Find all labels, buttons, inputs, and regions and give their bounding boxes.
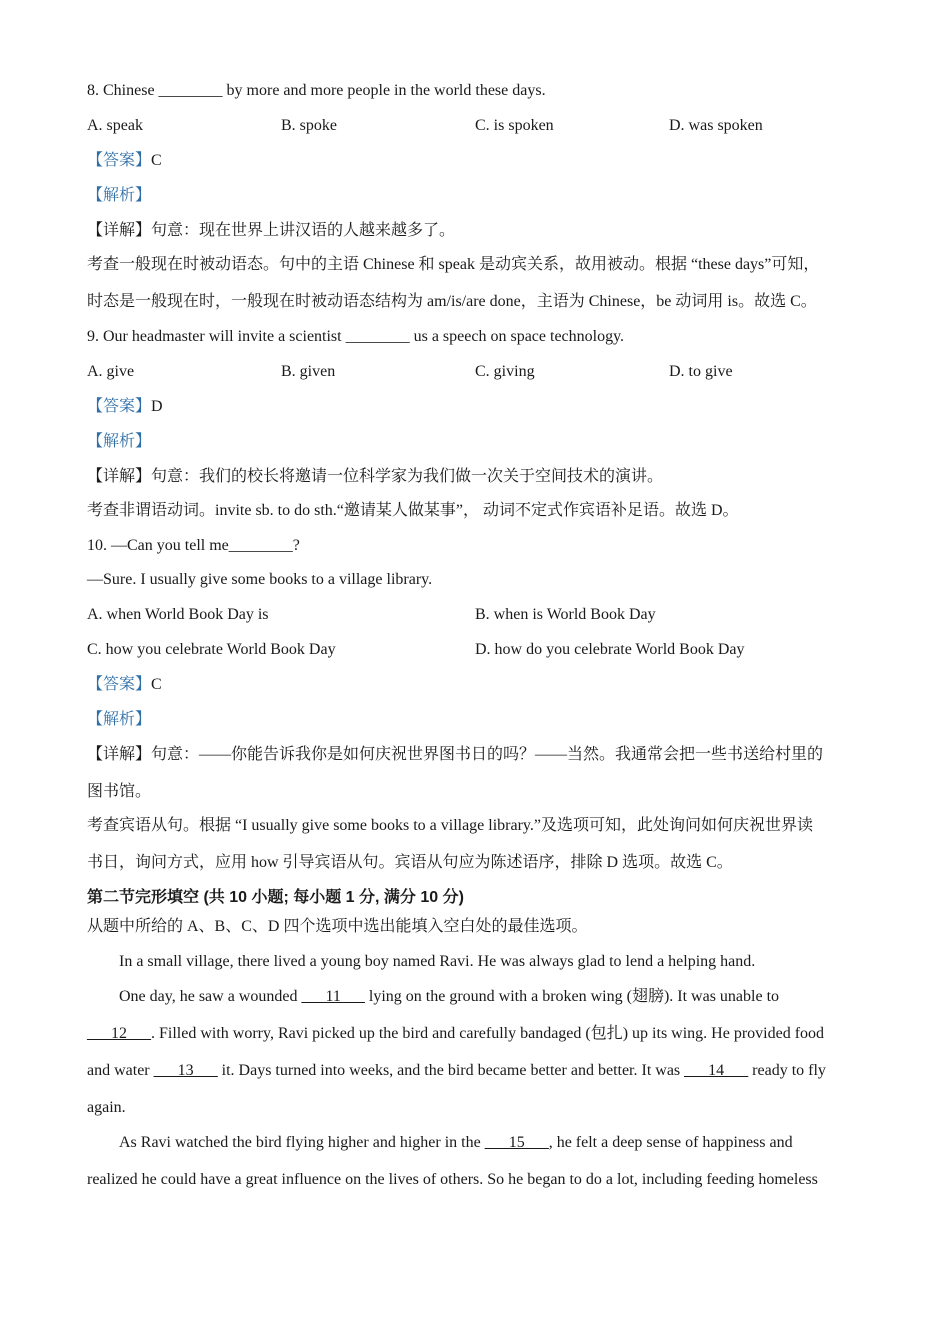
detail-tag: 【详解】 — [87, 468, 152, 485]
q8-detail — [87, 221, 455, 241]
q10-option-c: C. how you celebrate World Book Day — [87, 641, 336, 658]
q9-explain-line-1: 考查非谓语动词。invite sb. to do sth.“邀请某人做某事”， 动词不定式作宾语补足语。故选 D。 — [87, 502, 739, 519]
answer-tag: 【答案】 — [87, 152, 152, 169]
q10-analysis-tag: 【解析】 — [87, 711, 152, 728]
passage-line-3 — [87, 1024, 824, 1044]
detail-tag: 【详解】 — [87, 746, 152, 763]
detail-tag: 【详解】 — [87, 222, 152, 239]
detail-text: 句意：现在世界上讲汉语的人越来越多了。 — [151, 222, 456, 239]
q9-option-a: A. give — [87, 363, 135, 380]
q10-explain-line-2: 书日，询问方式，应用 how 引导宾语从句。宾语从句应为陈述语序，排除 D 选项。故选 C。 — [87, 854, 733, 871]
section-instruction: 从题中所给的 A、B、C、D 四个选项中选出能填入空白处的最佳选项。 — [87, 918, 588, 935]
passage-text: One day, he saw a wounded — [119, 988, 302, 1005]
passage-line-2 — [119, 987, 779, 1007]
q8-option-c: C. is spoken — [475, 117, 554, 134]
q10-detail-line-1 — [87, 745, 823, 765]
q10-stem: 10. —Can you tell me________? — [87, 537, 300, 554]
q8-explain-line-2: 时态是一般现在时，一般现在时被动语态结构为 am/is/are done，主语为 Chinese，be 动词用 is。故选 C。 — [87, 293, 817, 310]
answer-value: C — [151, 152, 162, 169]
q9-option-c: C. giving — [475, 363, 535, 380]
blank-12: ___12___ — [87, 1025, 151, 1042]
q8-option-a: A. speak — [87, 117, 143, 134]
q8-stem: 8. Chinese ________ by more and more people in the world these days. — [87, 82, 546, 99]
detail-text: 句意：我们的校长将邀请一位科学家为我们做一次关于空间技术的演讲。 — [151, 468, 664, 485]
answer-tag: 【答案】 — [87, 398, 152, 415]
passage-line-1: In a small village, there lived a young boy named Ravi. He was always glad to lend a helping hand. — [119, 953, 756, 970]
q9-stem: 9. Our headmaster will invite a scientist ________ us a speech on space technology. — [87, 328, 625, 345]
q9-option-b: B. given — [281, 363, 336, 380]
q10-explain-line-1: 考查宾语从句。根据 “I usually give some books to a village library.”及选项可知，此处询问如何庆祝世界读 — [87, 817, 813, 834]
passage-text: . Filled with worry, Ravi picked up the bird and carefully bandaged (包扎) up its wing. He provided food — [151, 1025, 825, 1042]
q9-detail — [87, 467, 663, 487]
answer-value: D — [151, 398, 163, 415]
passage-text: , he felt a deep sense of happiness and — [548, 1134, 793, 1151]
passage-line-4 — [87, 1061, 826, 1081]
answer-value: C — [151, 676, 162, 693]
blank-14: ___14___ — [684, 1062, 749, 1079]
q8-explain-line-1: 考查一般现在时被动语态。句中的主语 Chinese 和 speak 是动宾关系，故用被动。根据 “these days”可知， — [87, 256, 820, 273]
q8-answer — [87, 151, 162, 171]
q9-analysis-tag: 【解析】 — [87, 433, 152, 450]
q10-answer — [87, 675, 162, 695]
q10-option-a: A. when World Book Day is — [87, 606, 269, 623]
blank-11: ___11___ — [301, 988, 365, 1005]
q10-detail-line-2: 图书馆。 — [87, 783, 152, 800]
q8-option-b: B. spoke — [281, 117, 337, 134]
detail-text: 句意：——你能告诉我你是如何庆祝世界图书日的吗？——当然。我通常会把一些书送给村里的 — [151, 746, 824, 763]
passage-text: ready to fly — [748, 1062, 826, 1079]
q8-option-d: D. was spoken — [669, 117, 763, 134]
q9-answer — [87, 397, 163, 417]
q10-reply: —Sure. I usually give some books to a village library. — [87, 571, 433, 588]
passage-text: and water — [87, 1062, 154, 1079]
passage-line-6 — [119, 1133, 793, 1153]
passage-text: lying on the ground with a broken wing (翅膀). It was unable to — [364, 988, 780, 1005]
passage-line-7: realized he could have a great influence on the lives of others. So he began to do a lot, including feeding homeless — [87, 1171, 818, 1188]
section-title: 第二节完形填空 (共 10 小题; 每小题 1 分, 满分 10 分) — [87, 889, 464, 906]
q8-analysis-tag: 【解析】 — [87, 187, 152, 204]
q10-option-d: D. how do you celebrate World Book Day — [475, 641, 745, 658]
blank-15: ___15___ — [484, 1134, 549, 1151]
passage-text: As Ravi watched the bird flying higher and higher in the — [119, 1134, 485, 1151]
answer-tag: 【答案】 — [87, 676, 152, 693]
blank-13: ___13___ — [153, 1062, 218, 1079]
q10-option-b: B. when is World Book Day — [475, 606, 656, 623]
q9-option-d: D. to give — [669, 363, 733, 380]
passage-text: it. Days turned into weeks, and the bird became better and better. It was — [217, 1062, 685, 1079]
passage-line-5: again. — [87, 1099, 126, 1116]
